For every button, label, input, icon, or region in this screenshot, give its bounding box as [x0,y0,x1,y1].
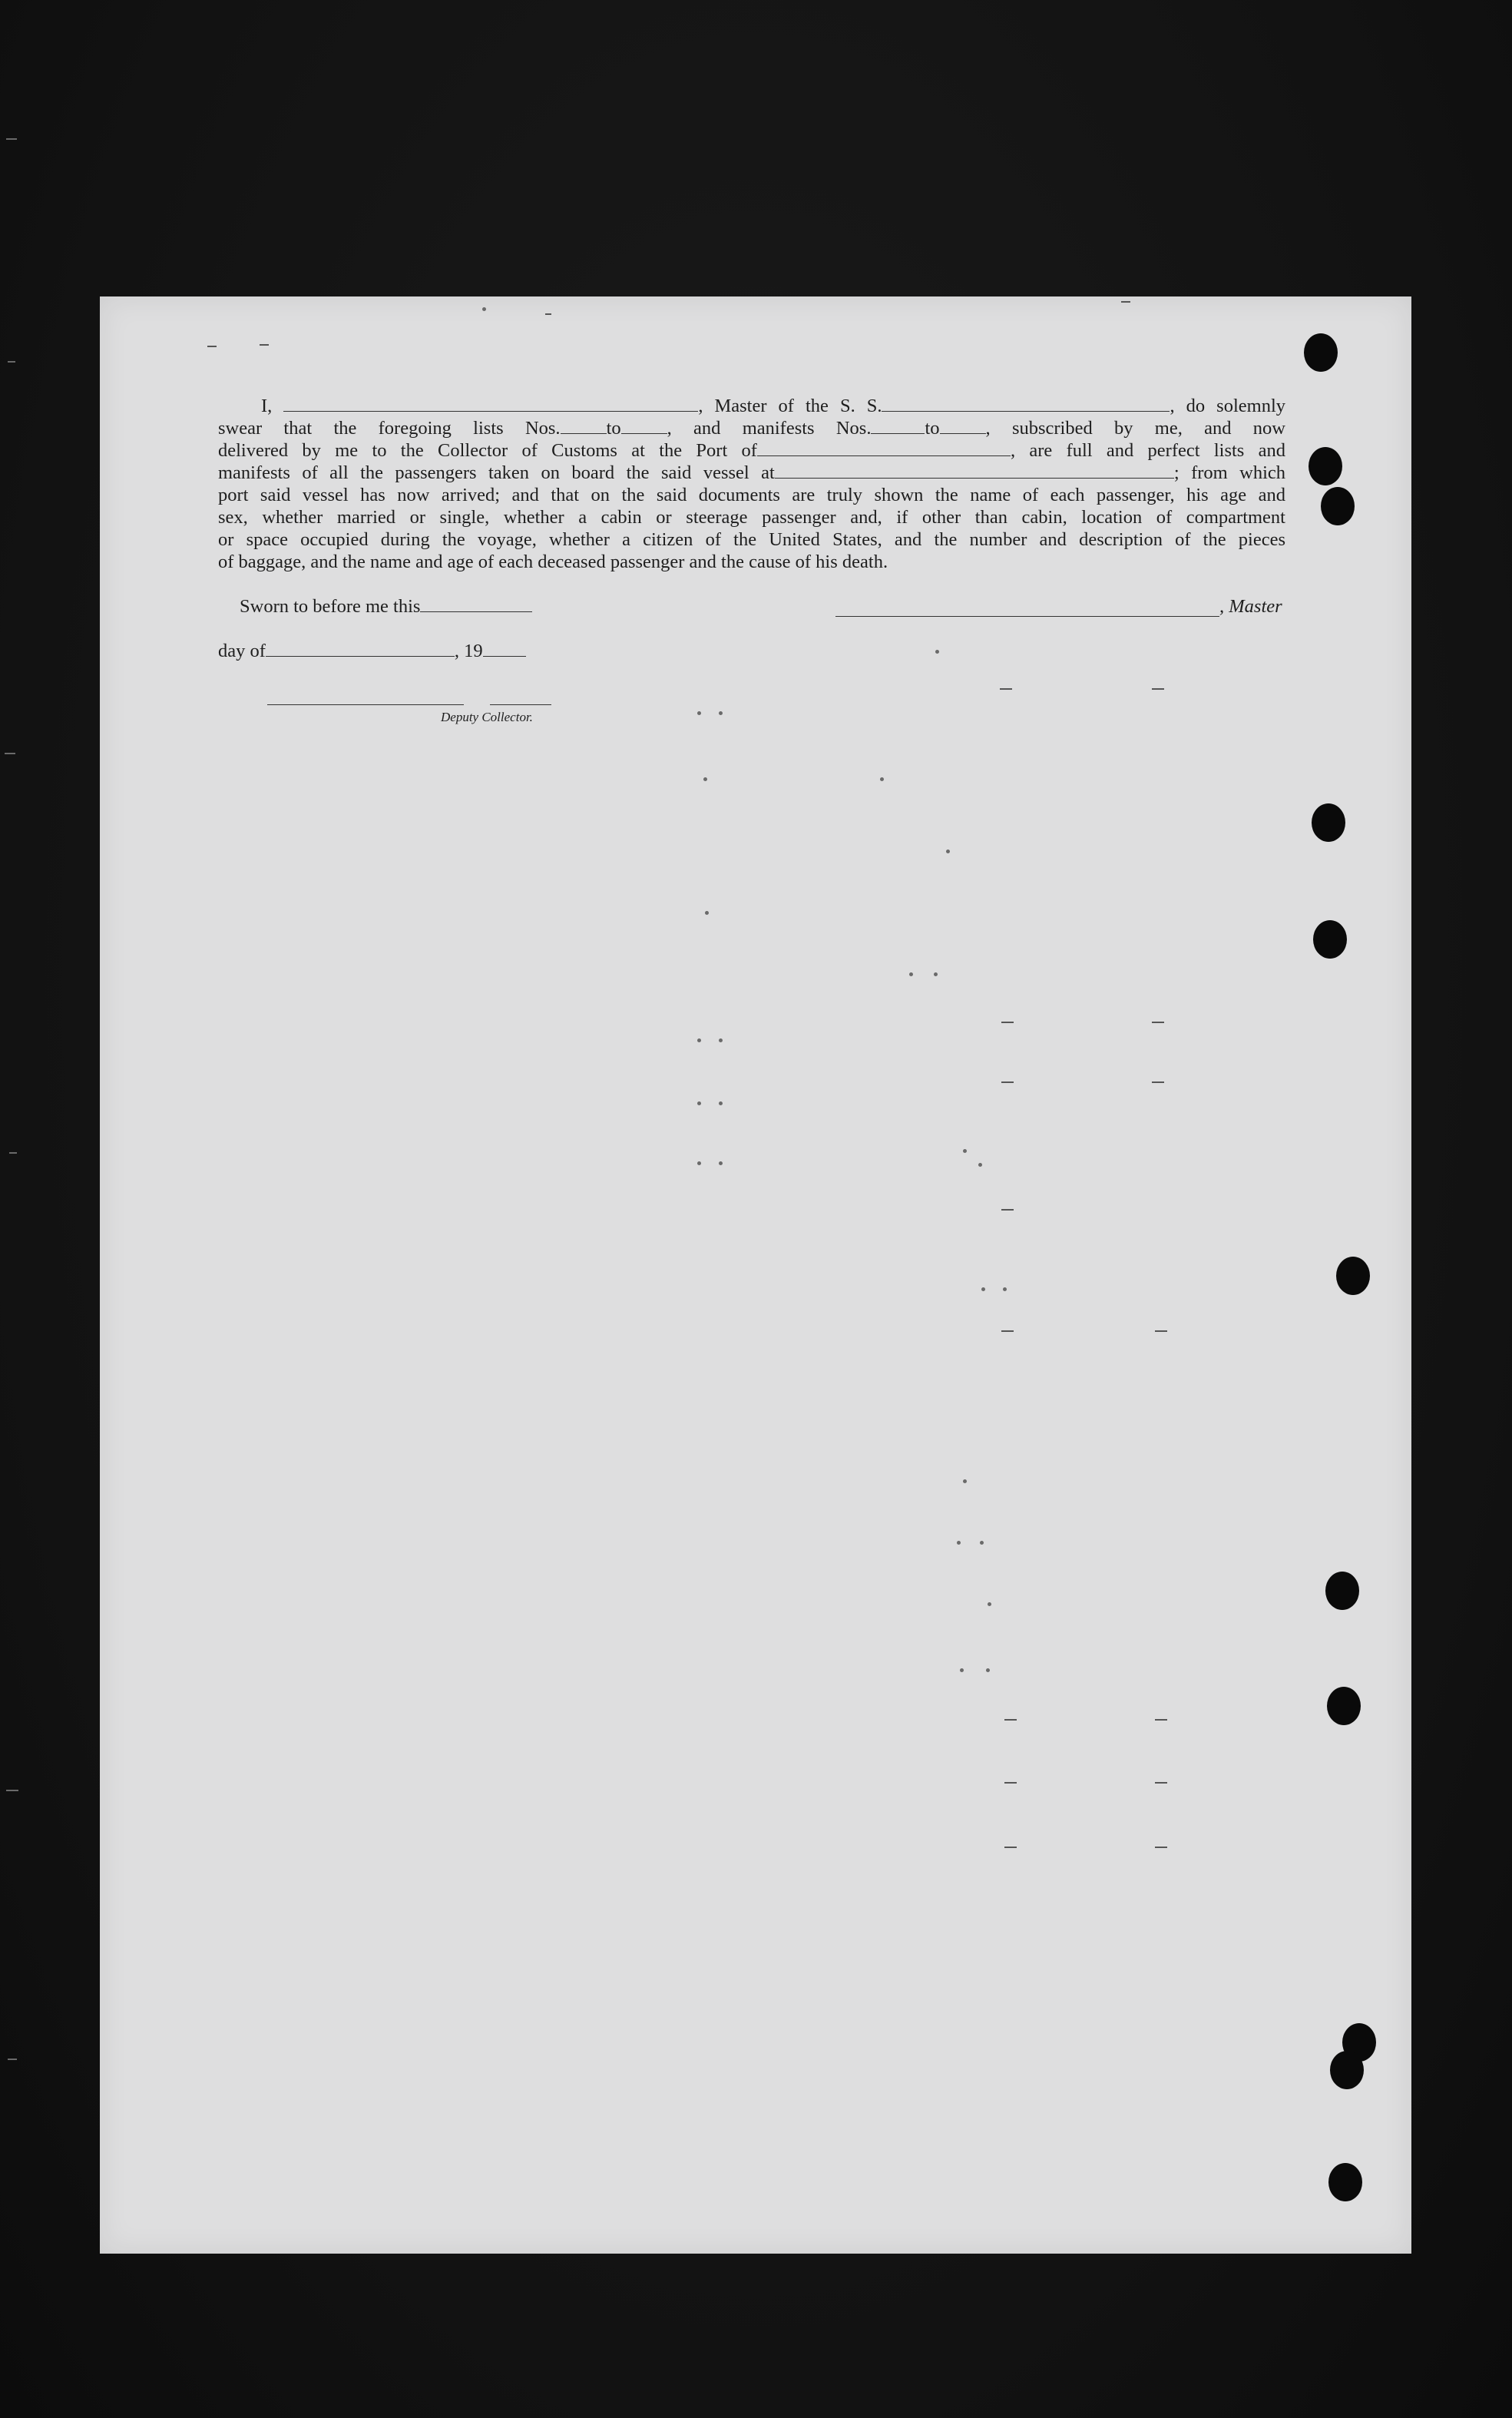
month-blank [266,642,455,657]
embarkation-port-blank [775,464,1174,479]
oath-line-2 [218,417,1285,439]
speck [1001,1330,1014,1332]
oath-text: , do solemnly [1170,396,1285,416]
speck [697,1161,701,1165]
speck [960,1668,964,1672]
oath-text: , and manifests Nos. [667,418,872,439]
sworn-date-blank [420,598,532,612]
speck [260,344,269,346]
speck [978,1163,982,1167]
speck [1155,1782,1167,1784]
deputy-collector-caption [441,705,533,727]
speck [719,711,723,715]
manifest-back-page [100,296,1411,2254]
sworn-line [240,596,532,618]
oath-line-5: port said vessel has now arrived; and that on the said documents are truly shown the name of each passenger, his age and [218,485,1285,505]
film-edge-mark [8,2059,17,2060]
speck [482,307,486,311]
oath-line-6: sex, whether married or single, whether a cabin or steerage passenger and, if other than cabin, location of compartment [218,507,1285,528]
speck [1155,1330,1167,1332]
speck [963,1149,967,1153]
binder-hole [1327,1687,1361,1725]
deputy-signature-line [267,704,464,705]
speck [697,1038,701,1042]
speck [1155,1719,1167,1721]
oath-text: manifests of all the passengers taken on board the said vessel at [218,462,775,483]
film-edge-mark [9,1152,17,1154]
speck [719,1101,723,1105]
oath-paragraph [218,395,1285,573]
speck [1001,1081,1014,1083]
speck [935,650,939,654]
master-signature-caption [1219,596,1282,618]
year-prefix: , 19 [454,641,483,661]
manifest-no-from-blank [871,419,925,434]
speck [545,313,551,315]
speck [1001,1022,1014,1023]
speck [705,911,709,915]
oath-text: to [606,418,621,439]
film-edge-mark [6,138,17,140]
film-edge-mark [6,1790,18,1791]
oath-line-8: of baggage, and the name and age of each deceased passenger and the cause of his death. [218,552,888,572]
speck [1003,1287,1007,1291]
film-edge-mark [8,361,15,363]
speck [697,711,701,715]
binder-hole [1336,1257,1370,1295]
speck [1004,1719,1017,1721]
day-of-line [218,641,526,662]
speck [697,1101,701,1105]
master-name-blank [283,397,698,412]
speck [946,850,950,853]
speck [1004,1782,1017,1784]
speck [719,1038,723,1042]
film-edge-mark [5,753,15,754]
speck [957,1541,961,1545]
oath-text: , Master of the S. S. [698,396,882,416]
list-no-from-blank [561,419,607,434]
speck [1121,301,1130,303]
speck [934,972,938,976]
oath-text: , subscribed by me, and now [985,418,1285,439]
ship-name-blank [882,397,1170,412]
speck [1000,688,1012,690]
speck [719,1161,723,1165]
speck [909,972,913,976]
speck [1152,1081,1164,1083]
oath-text: to [925,418,940,439]
port-blank [757,442,1011,456]
oath-line-7: or space occupied during the voyage, whether a citizen of the United States, and the number and description of the pieces [218,529,1285,550]
binder-hole [1309,447,1342,485]
binder-hole [1328,2163,1362,2201]
speck [986,1668,990,1672]
speck [1004,1847,1017,1848]
speck [207,346,217,347]
binder-hole [1312,803,1345,842]
speck [1155,1847,1167,1848]
speck [1001,1209,1014,1211]
binder-hole [1325,1572,1359,1610]
year-blank [483,642,526,657]
speck [980,1541,984,1545]
speck [988,1602,991,1606]
oath-line-4 [218,462,1285,484]
oath-line-1 [218,395,1285,417]
speck [981,1287,985,1291]
oath-text: I, [261,396,273,416]
sworn-label: Sworn to before me this [240,596,421,617]
binder-hole [1330,2051,1364,2089]
speck [1152,688,1164,690]
day-of-label: day of [218,641,266,661]
oath-text: delivered by me to the Collector of Customs at the Port of [218,440,757,461]
binder-hole [1304,333,1338,372]
binder-hole [1313,920,1347,959]
master-signature-line [835,616,1219,617]
list-no-to-blank [621,419,667,434]
oath-text: , are full and perfect lists and [1010,440,1285,461]
oath-line-3 [218,439,1285,462]
master-label: , Master [1219,596,1282,617]
oath-text: ; from which [1173,462,1286,483]
speck [963,1479,967,1483]
speck [1152,1022,1164,1023]
binder-hole [1321,487,1355,525]
oath-text: swear that the foregoing lists Nos. [218,418,561,439]
manifest-no-to-blank [940,419,986,434]
deputy-collector-label: Deputy Collector. [441,710,533,724]
speck [880,777,884,781]
speck [703,777,707,781]
